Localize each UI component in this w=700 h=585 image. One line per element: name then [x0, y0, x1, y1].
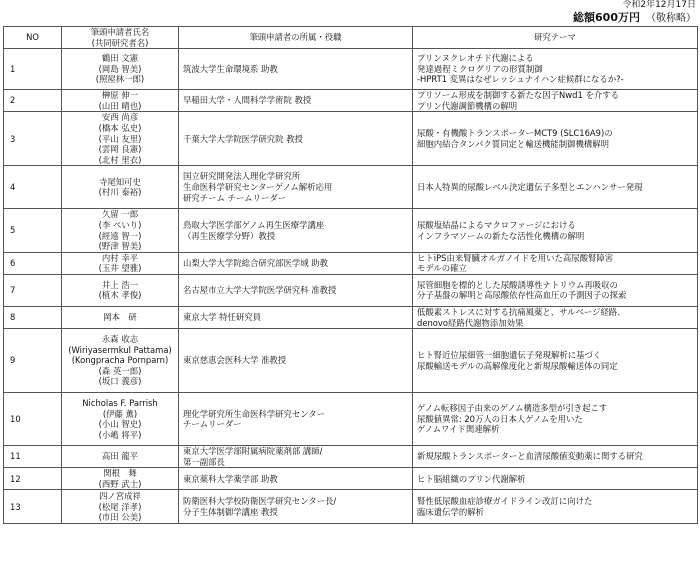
- theme-line: 尿酸値異常: 20万人の日本人ゲノムを用いた: [417, 413, 583, 424]
- researcher-name: 高田 龍平: [101, 451, 139, 462]
- researcher-names: [62, 274, 179, 306]
- affiliation-cell: [179, 446, 413, 468]
- researcher-name: (植木 孝俊): [98, 290, 142, 301]
- researcher-names: [62, 166, 179, 209]
- researcher-name: (小嶋 将平): [98, 429, 142, 440]
- affiliation-cell: [179, 468, 413, 490]
- table-row: [4, 209, 698, 252]
- theme-line: denovo経路代謝物添加効果: [417, 317, 524, 328]
- affiliation-line: 東京慈恵会医科大学 准教授: [183, 355, 287, 366]
- table-row: [4, 490, 698, 524]
- affiliation-line: 東京大学医学部附属病院薬剤部 講師/: [183, 446, 323, 457]
- research-theme: [413, 252, 698, 274]
- row-number: 3: [4, 112, 62, 166]
- research-theme: [413, 209, 698, 252]
- researcher-name: (Kongpracha Pornparn): [71, 355, 169, 366]
- researcher-name: (山田 晴也): [98, 100, 142, 111]
- research-theme: [413, 329, 698, 393]
- honorific-note: （敬称略）: [646, 13, 696, 24]
- researcher-name: (村川 泰裕): [98, 187, 142, 198]
- researcher-name: (橋本 弘史): [98, 122, 142, 133]
- table-row: [4, 468, 698, 490]
- row-number: 10: [4, 393, 62, 446]
- affiliation-line: 東京薬科大学薬学部 助教: [183, 473, 278, 484]
- header-theme: 研究テーマ: [413, 27, 698, 49]
- researcher-name: (伊藤 薫): [102, 408, 138, 419]
- research-theme: [413, 446, 698, 468]
- researcher-names: [62, 209, 179, 252]
- table-row: [4, 393, 698, 446]
- researcher-name: (李 ペいり): [98, 219, 142, 230]
- research-theme: [413, 468, 698, 490]
- affiliation-line: チームリーダー: [183, 419, 242, 430]
- research-theme: [413, 90, 698, 112]
- researcher-name: 寺尾知可史: [99, 176, 141, 187]
- researcher-name: (市田 公美): [98, 512, 142, 523]
- researcher-names: [62, 329, 179, 393]
- row-number: 1: [4, 49, 62, 90]
- table-row: [4, 446, 698, 468]
- affiliation-line: 国立研究開発法人理化学研究所: [183, 171, 301, 182]
- researcher-name: (北村 里衣): [98, 154, 142, 165]
- affiliation-line: 筑波大学生命環境系 助教: [183, 63, 278, 74]
- researcher-name: 鶴田 文憲: [101, 53, 139, 64]
- affiliation-line: 分子生体制御学講座 教授: [183, 506, 278, 517]
- theme-line: 腎性低尿酸血症診療ガイドライン改訂に向けた: [417, 496, 593, 507]
- researcher-name: (Wiriyasermkul Pattama): [68, 344, 172, 355]
- table-row: [4, 274, 698, 306]
- researcher-names: [62, 468, 179, 490]
- affiliation-line: 鳥取大学医学部ゲノム再生医療学講座: [183, 219, 325, 230]
- total-amount: 総額600万円: [573, 11, 640, 24]
- table-row: [4, 329, 698, 393]
- row-number: 2: [4, 90, 62, 112]
- affiliation-line: （再生医療学分野）教授: [183, 230, 276, 241]
- affiliation-cell: [179, 209, 413, 252]
- research-theme: [413, 166, 698, 209]
- researcher-name: 安西 尚彦: [101, 112, 139, 123]
- theme-line: ヒト脳組織のプリン代謝解析: [417, 473, 526, 484]
- research-theme: [413, 49, 698, 90]
- theme-line: プリン代謝調節機構の解明: [417, 100, 518, 111]
- theme-line: ヒト腎近位尿細管一細胞遺伝子発現解析に基づく: [417, 350, 602, 360]
- table-row: [4, 49, 698, 90]
- researcher-names: [62, 446, 179, 468]
- research-theme: [413, 490, 698, 524]
- affiliation-cell: [179, 90, 413, 112]
- theme-line: 尿管細胞を標的とした尿酸誘導性ナトリウム再吸収の: [417, 279, 618, 290]
- header-names: [62, 27, 179, 49]
- theme-line: 尿酸・有機酸トランスポーターMCT9 (SLC16A9)の: [417, 128, 613, 139]
- researcher-name: 榊原 伸一: [101, 90, 139, 101]
- theme-line: 日本人特異的尿酸レベル決定遺伝子多型とエンハンサー発現: [417, 182, 643, 193]
- theme-line: プリンヌクレオチド代謝による: [417, 53, 534, 64]
- researcher-name: (松尾 洋孝): [98, 501, 142, 512]
- header-no: NO: [4, 27, 62, 49]
- researcher-name: 四ノ宮成祥: [99, 491, 141, 502]
- affiliation-line: 防衛医科大学校防衛医学研究センター長/: [183, 496, 337, 507]
- researcher-name: 内村 幸平: [101, 252, 139, 263]
- research-theme: [413, 274, 698, 306]
- affiliation-line: 研究チーム チームリーダー: [183, 192, 287, 203]
- theme-line: モデルの確立: [417, 263, 467, 274]
- row-number: 4: [4, 166, 62, 209]
- researcher-name: (岡島 智美): [98, 63, 142, 74]
- row-number: 11: [4, 446, 62, 468]
- row-number: 13: [4, 490, 62, 524]
- row-number: 8: [4, 306, 62, 328]
- researcher-name: 井上 浩一: [101, 279, 139, 290]
- grant-recipients-table: [3, 26, 698, 524]
- theme-line: 低酸素ストレスに対する抗痛風薬と、サルベージ経路、: [417, 306, 626, 317]
- affiliation-line: 生命医科学研究センターゲノム解析応用: [183, 182, 333, 193]
- table-body: [4, 49, 698, 524]
- row-number: 12: [4, 468, 62, 490]
- theme-line: 分子基盤の解明と高尿酸依存性高血圧の予測因子の探索: [417, 290, 627, 301]
- researcher-names: [62, 393, 179, 446]
- affiliation-cell: [179, 49, 413, 90]
- table-row: [4, 112, 698, 166]
- affiliation-cell: [179, 112, 413, 166]
- header-names-line: 筆頭申請者氏名: [90, 27, 150, 37]
- affiliation-cell: [179, 329, 413, 393]
- affiliation-cell: [179, 306, 413, 328]
- researcher-name: (小山 智史): [98, 419, 142, 430]
- researcher-name: (照屋林一郎): [95, 74, 145, 85]
- header-names-line: (共同研究者名): [91, 37, 149, 48]
- researcher-name: (平山 友里): [98, 133, 142, 144]
- theme-line: ゲノム転移因子由来のゲノム構造多型が引き起こす: [417, 403, 608, 414]
- theme-line: 発達過程ミクログリアの形質制御: [417, 63, 543, 74]
- row-number: 7: [4, 274, 62, 306]
- affiliation-cell: [179, 393, 413, 446]
- affiliation-line: 千葉大学大学院医学研究院 教授: [183, 133, 303, 144]
- theme-line: 尿酸輸送モデルの高解像度化と新規尿酸輸送体の同定: [417, 360, 618, 371]
- theme-line: プリソーム形成を制御する新たな因子Nwd1 を介する: [417, 90, 619, 101]
- total-amount-line: [573, 11, 696, 25]
- researcher-name: (雲岡 良憲): [98, 144, 142, 155]
- theme-line: インフラマソームの新たな活性化機構の解明: [417, 230, 585, 241]
- researcher-name: 関根 舞: [103, 468, 137, 479]
- row-number: 9: [4, 329, 62, 393]
- researcher-names: [62, 49, 179, 90]
- theme-line: 新規尿酸トランスポーターと血清尿酸値変動薬に関する研究: [417, 451, 643, 462]
- affiliation-line: 理化学研究所生命医科学研究センター: [183, 408, 326, 419]
- researcher-name: (西野 武士): [98, 478, 142, 489]
- researcher-names: [62, 252, 179, 274]
- theme-line: 尿酸塩結晶によるマクロファージにおける: [417, 219, 576, 230]
- row-number: 6: [4, 252, 62, 274]
- table-row: [4, 252, 698, 274]
- research-theme: [413, 393, 698, 446]
- theme-line: ヒトiPS由来腎臓オルガノイドを用いた高尿酸腎障害: [417, 252, 614, 263]
- theme-line: ゲノムワイド関連解析: [417, 424, 500, 435]
- affiliation-line: 山梨大学大学院総合研究部医学域 助教: [183, 258, 329, 269]
- affiliation-cell: [179, 490, 413, 524]
- researcher-name: (坂口 義彦): [98, 376, 142, 387]
- table-row: [4, 166, 698, 209]
- theme-line: 細胞内結合タンパク質同定と輸送機能制御機構解明: [417, 138, 610, 149]
- researcher-name: (野津 智美): [98, 241, 142, 252]
- researcher-names: [62, 90, 179, 112]
- theme-line: -HPRT1 変異はなぜレッシュナイハン症候群になるか?-: [417, 74, 624, 85]
- researcher-names: [62, 112, 179, 166]
- researcher-names: [62, 306, 179, 328]
- researcher-name: (森 英一郎): [98, 365, 142, 376]
- affiliation-line: 早稲田大学・人間科学学術院 教授: [183, 95, 312, 106]
- researcher-name: (經遠 智一): [98, 230, 142, 241]
- affiliation-cell: [179, 274, 413, 306]
- researcher-name: Nicholas F. Parrish: [82, 397, 158, 408]
- document-date: 令和2年12月17日: [622, 0, 696, 10]
- researcher-names: [62, 490, 179, 524]
- affiliation-cell: [179, 252, 413, 274]
- table-row: [4, 306, 698, 328]
- affiliation-line: 第一副部長: [183, 456, 225, 467]
- researcher-name: 永森 收志: [101, 334, 139, 345]
- research-theme: [413, 306, 698, 328]
- affiliation-cell: [179, 166, 413, 209]
- affiliation-line: 東京大学 特任研究員: [183, 312, 262, 323]
- researcher-name: 岡本 研: [103, 312, 137, 323]
- affiliation-line: 名古屋市立大学大学院医学研究科 准教授: [183, 285, 337, 296]
- header-affiliation: 筆頭申請者の所属・役職: [179, 27, 413, 49]
- table-header-row: [4, 27, 698, 49]
- research-theme: [413, 112, 698, 166]
- researcher-name: (玉井 望雅): [98, 263, 142, 274]
- theme-line: 臨床遺伝学的解析: [417, 506, 484, 517]
- researcher-name: 久留 一郎: [101, 209, 139, 220]
- table-row: [4, 90, 698, 112]
- row-number: 5: [4, 209, 62, 252]
